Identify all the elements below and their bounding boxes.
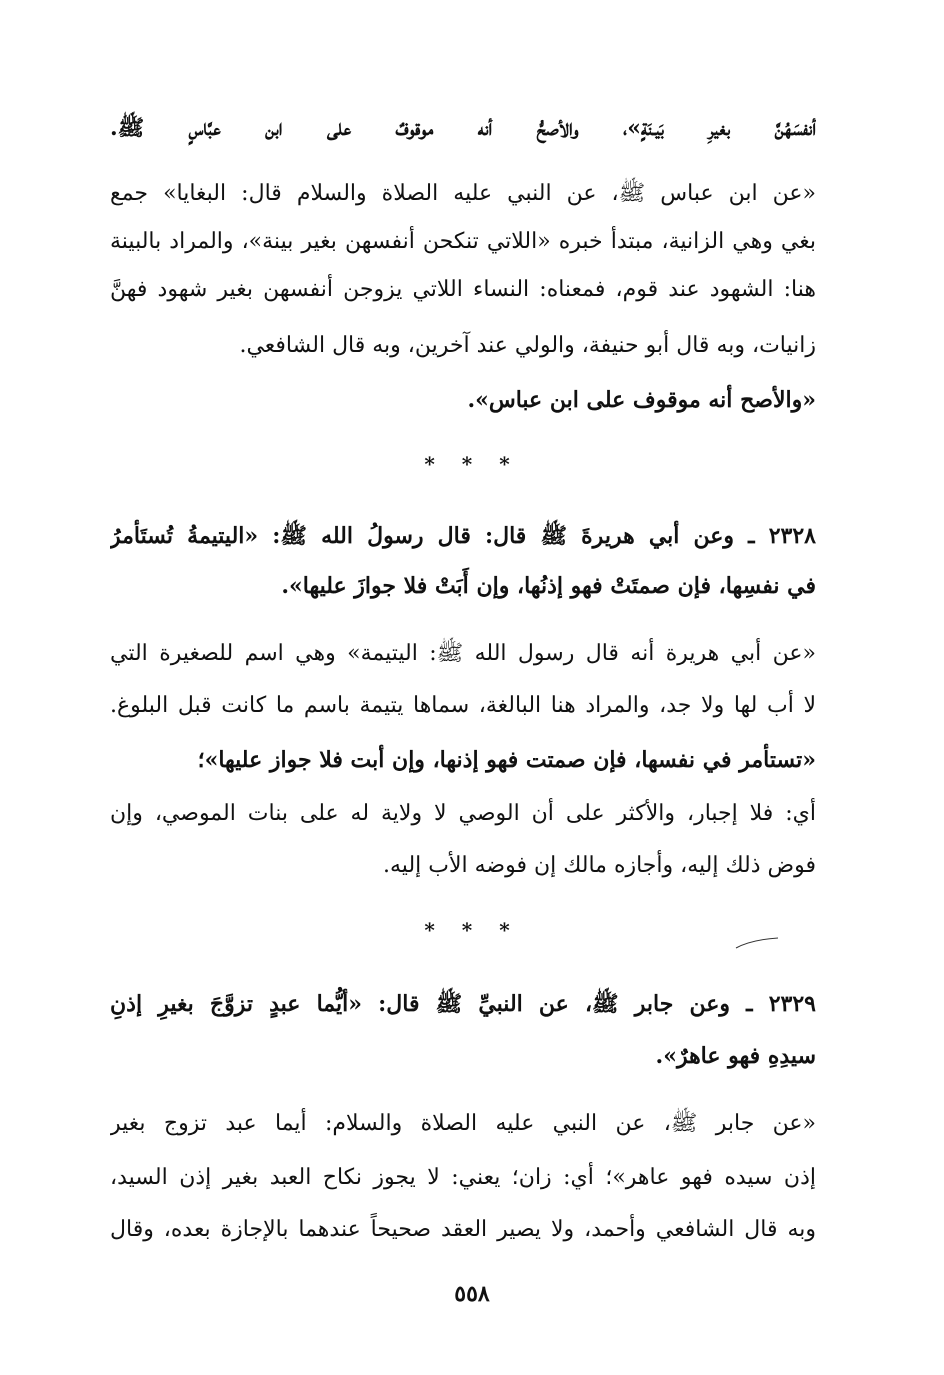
text-line: هنا: الشهود عند قوم، فمعناه: النساء اللاتي يزوجن أنفسهن بغير شهود فهنَّ xyxy=(110,277,816,302)
text-line: «تستأمر في نفسها، فإن صمتت فهو إذنها، وإن أبت فلا جواز عليها»؛ xyxy=(197,747,816,773)
text-line: لا أب لها ولا جد، والمراد هنا البالغة، سماها يتيمة باسم ما كانت قبل البلوغ. xyxy=(110,693,816,718)
hadith-text-line: ٢٣٢٩ ـ وعن جابر ﷺ، عن النبيِّ ﷺ قال: «أيُّما عبدٍ تزوَّجَ بغيرِ إذنِ xyxy=(110,991,816,1017)
text-line: «عن أبي هريرة أنه قال رسول الله ﷺ: اليتيمة» وهي اسم للصغيرة التي xyxy=(110,641,816,666)
hadith-text-line: سيدِهِ فهو عاهرٌ». xyxy=(655,1043,816,1069)
text-line: وبه قال الشافعي وأحمد، ولا يصير العقد صحيحاً عندهما بالإجازة بعده، وقال xyxy=(110,1217,816,1242)
text-line: بغي وهي الزانية، مبتدأ خبره «اللاتي تنكحن أنفسهن بغير بينة»، والمراد بالبينة xyxy=(110,229,816,254)
hadith-text-line: ٢٣٢٨ ـ وعن أبي هريرةَ ﷺ قال: قال رسولُ الله ﷺ: «اليتيمةُ تُستَأمرُ xyxy=(110,523,816,549)
hadith-text-line: في نفسِها، فإن صمتَتْ فهو إذنُها، وإن أَبَتْ فلا جوازَ عليها». xyxy=(281,573,816,599)
page-number: ٥٥٨ xyxy=(454,1281,490,1307)
text-line: «عن جابر ﷺ، عن النبي عليه الصلاة والسلام: أيما عبد تزوج بغير xyxy=(110,1111,816,1136)
text-line: إذن سيده فهو عاهر»؛ أي: زان؛ يعني: لا يجوز نكاح العبد بغير إذن السيد، xyxy=(110,1165,816,1190)
text-line: أنفسَهُنَّ بغيرِ بَيـنَةٍ»، والأصحُّ أنه موقوفٌ على ابن عبَّاسٍ ﷺ. xyxy=(110,115,816,141)
text-line: أي: فلا إجبار، والأكثر على أن الوصي لا ولاية له على بنات الموصي، وإن xyxy=(110,801,816,826)
text-line: زانيات، وبه قال أبو حنيفة، والولي عند آخرين، وبه قال الشافعي. xyxy=(239,333,816,358)
text-line: «والأصح أنه موقوف على ابن عباس». xyxy=(467,387,816,413)
section-separator: * * * xyxy=(424,918,520,942)
text-line: «عن ابن عباس ﷺ، عن النبي عليه الصلاة والسلام قال: البغايا» جمع xyxy=(110,181,816,206)
scan-mark xyxy=(735,936,779,950)
section-separator: * * * xyxy=(424,452,520,476)
text-line: فوض ذلك إليه، وأجازه مالك إن فوضه الأب إليه. xyxy=(383,853,816,878)
